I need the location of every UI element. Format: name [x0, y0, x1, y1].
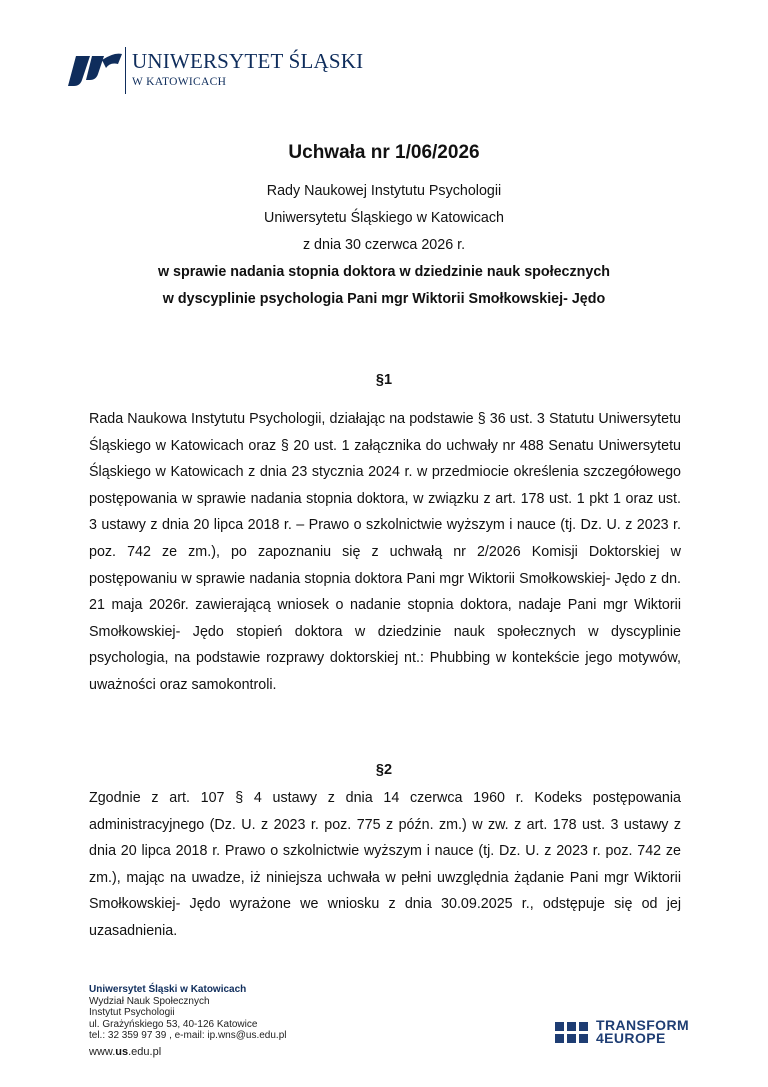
issuer-line: Rady Naukowej Instytutu Psychologii	[266, 183, 502, 199]
footer-dept: Wydział Nauk Społecznych	[89, 995, 210, 1007]
date-line: z dnia 30 czerwca 2026 r.	[302, 237, 466, 253]
footer-contact: tel.: 32 359 97 39 , e-mail: ip.wns@us.edu.pl	[89, 1030, 287, 1041]
footer-inst: Instytut Psychologii	[89, 1007, 175, 1018]
university-logo	[68, 47, 363, 94]
footer-address	[89, 984, 287, 1042]
section-1-heading: §1	[375, 372, 393, 388]
subject-line-2: w dyscyplinie psychologia Pani mgr Wiktorii Smołkowskiej- Jędo	[162, 291, 606, 307]
logo-divider	[125, 47, 126, 94]
university-name: UNIWERSYTET ŚLĄSKI	[132, 49, 364, 73]
transform4europe-logo	[555, 1019, 689, 1045]
issuer-university-line: Uniwersytetu Śląskiego w Katowicach	[264, 210, 504, 226]
transform4europe-line-1: TRANSFORM	[596, 1017, 690, 1033]
section-1-text: Rada Naukowa Instytutu Psychologii, działając na podstawie § 36 ust. 3 Statutu Uniwersytetu Śląskiego w Katowicach oraz § 20 ust. 1 załącznika do uchwały nr 488 Senatu Uniwersytetu Śląskiego w Katowicach z dnia 23 stycznia 2024 r. w przedmiocie określenia szczegółowego postępowania w sprawie nadania stopnia doktora, w związku z art. 178 ust. 1 pkt 1 oraz ust. 3 ustawy z dnia 20 lipca 2018 r. – Prawo o szkolnictwie wyższym i nauce (tj. Dz. U. z 2023 r. poz. 742 ze zm.), po zapoznaniu się z uchwałą nr 2/2026 Komisji Doktorskiej w postępowaniu w sprawie nadania stopnia doktora Pani mgr Wiktorii Smołkowskiej- Jędo z dn. 21 maja 2026r. zawierającą wniosek o nadanie stopnia doktora, nadaje Pani mgr Wiktorii Smołkowskiej- Jędo stopień doktora w dziedzinie nauk społecznych w dyscyplinie psychologia, na podstawie rozprawy doktorskiej nt.: Phubbing w kontekście jego motywów, uważności oraz samokontroli.	[89, 411, 681, 693]
university-logo-mark-icon	[68, 50, 122, 90]
footer-website[interactable]: www.us.edu.pl	[89, 1046, 162, 1058]
transform4europe-squares-icon	[555, 1022, 588, 1043]
subject-line-1: w sprawie nadania stopnia doktora w dziedzinie nauk społecznych	[157, 264, 611, 280]
document-title: Uchwała nr 1/06/2026	[288, 142, 480, 163]
transform4europe-line-2: 4EUROPE	[596, 1030, 666, 1046]
university-city: W KATOWICACH	[132, 76, 227, 88]
section-2-heading: §2	[375, 762, 393, 778]
section-2-text: Zgodnie z art. 107 § 4 ustawy z dnia 14 czerwca 1960 r. Kodeks postępowania administracyjnego (Dz. U. z 2023 r. poz. 775 z późn. zm.) w zw. z art. 178 ust. 3 ustawy z dnia 20 lipca 2018 r. Prawo o szkolnictwie wyższym i nauce (tj. Dz. U. z 2023 r. poz. 742 ze zm.), mając na uwadze, iż niniejsza uchwała w pełni uwzględnia żądanie Pani mgr Wiktorii Smołkowskiej- Jędo wyrażone we wniosku z dnia 30.09.2025 r., odstępuje się od jej uzasadnienia.	[89, 790, 681, 939]
footer-street: ul. Grażyńskiego 53, 40-126 Katowice	[89, 1018, 258, 1030]
footer-org: Uniwersytet Śląski w Katowicach	[89, 984, 247, 995]
